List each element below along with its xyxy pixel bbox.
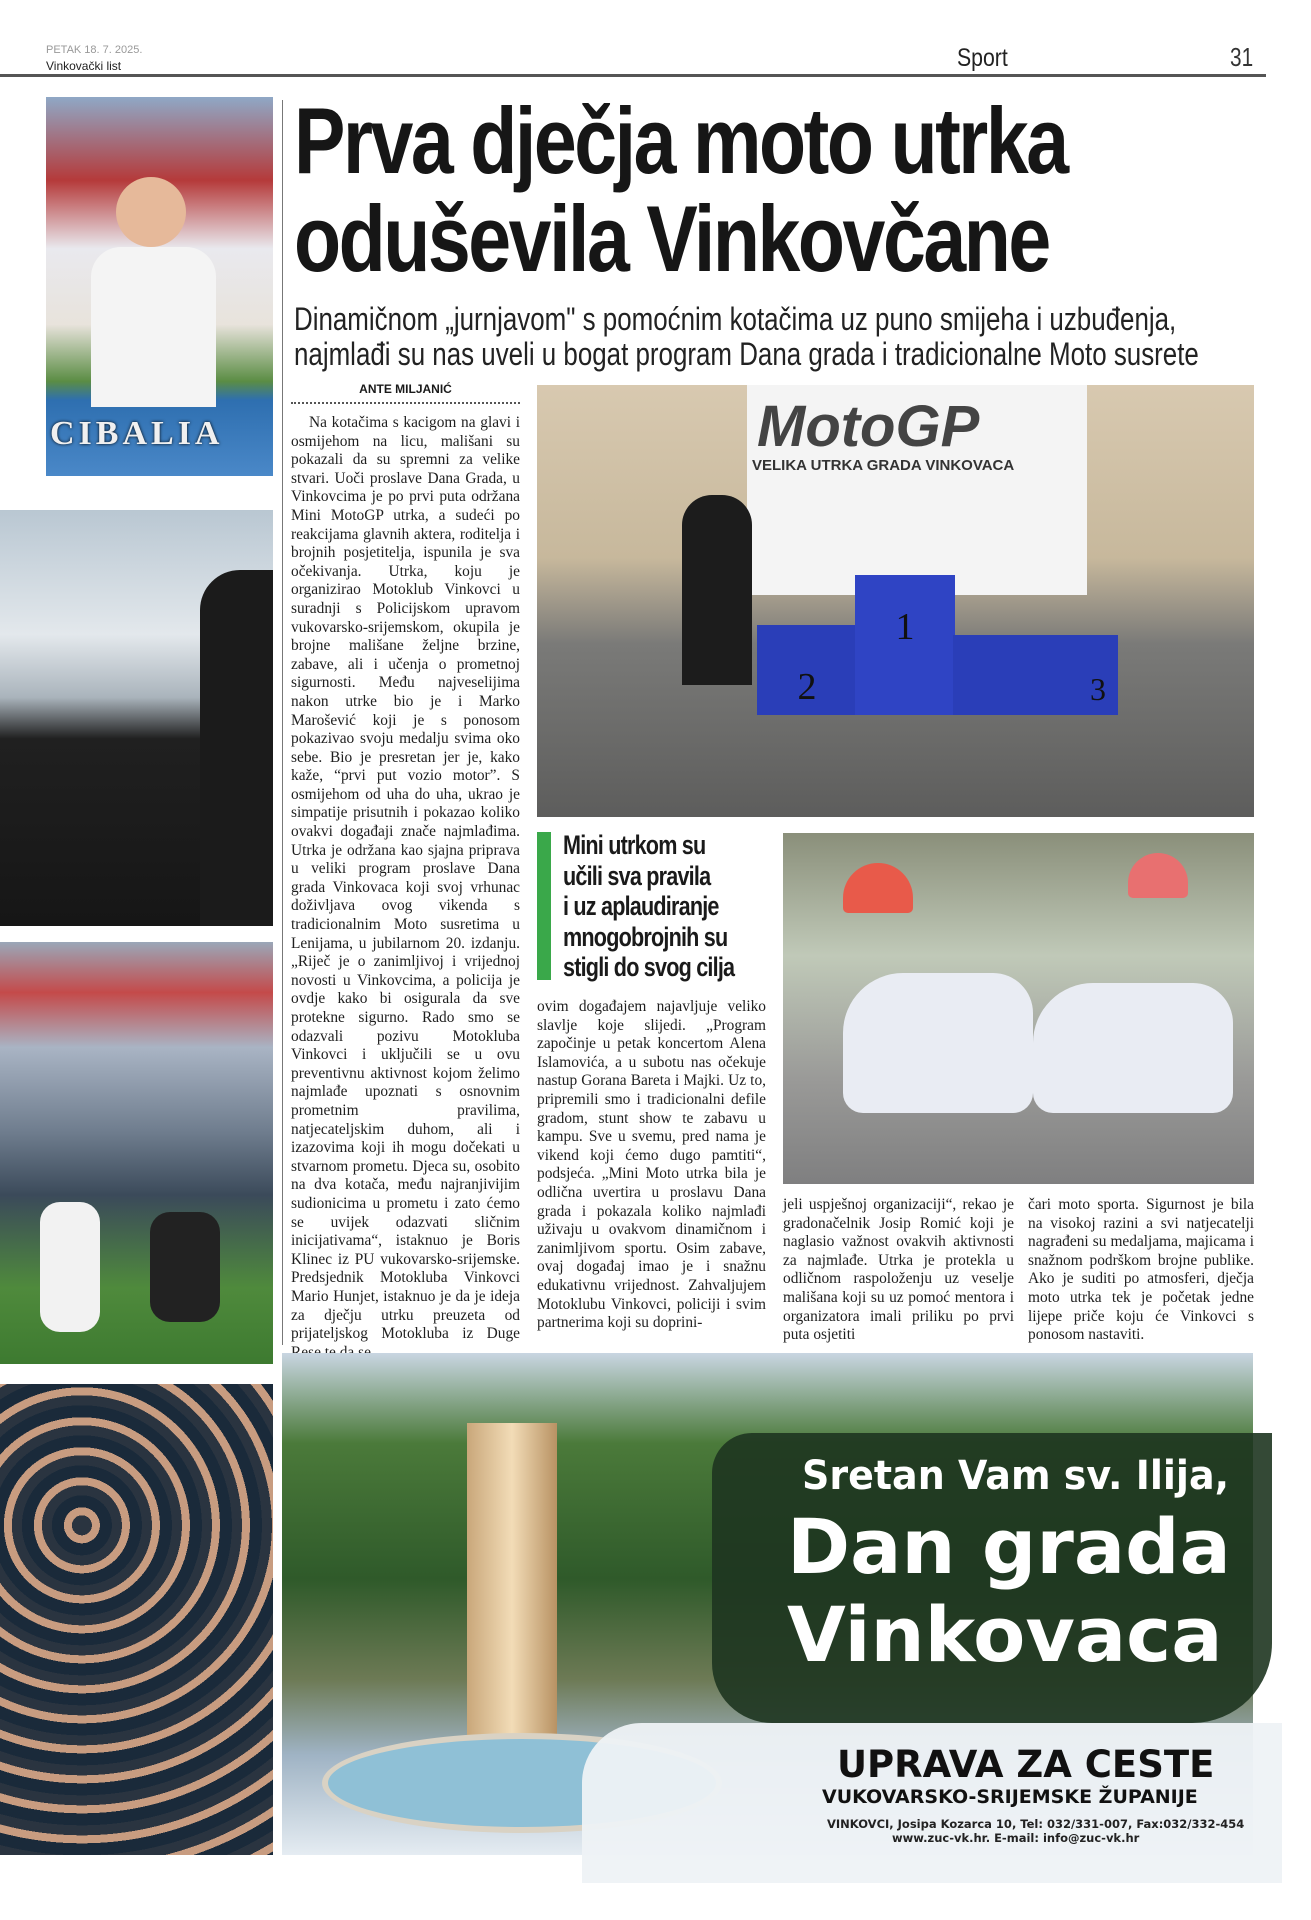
- article-column-3: jeli uspješnoj organizaciji“, rekao je gradonačelnik Josip Romić koji je naglasio važnost ovakvih aktivnosti za najmlađe. Utrka je protekla u odličnom raspoloženju uz veselje mališana koji su uz pomoć mentora i organizatora imali priliku po prvi puta osjetiti: [783, 1196, 1014, 1344]
- article-column-2: ovim događajem najavljuje veliko slavlje koje slijedi. „Program započinje u petak koncertom Alena Islamovića, a u subotu nas očekuje nastup Gorana Bareta i Majki. Uz to, pripremili smo i tradicionalni defile gradom, stunt show te zabavu u kampu. Sve u svemu, pred nama je vikend koji ćemo dugo pamtiti“, podsjeća. „Mini Moto utrka bila je odlična uvertira u proslavu Dana grada i pokazala koliko najmlađi uživaju u ovakvom dinamičnom i zanimljivom sportu. Osim zabave, ovaj događaj imao je i snažnu edukativnu vrijednost. Zahvaljujem Motoklubu Vinkovci, policiji i svim partnerima koji su doprini-: [537, 998, 766, 1332]
- podium-first: 1: [855, 575, 955, 715]
- issue-date: PETAK 18. 7. 2025.: [46, 44, 143, 56]
- photo-podium: [537, 385, 1254, 817]
- article-column-1: Na kotačima s kacigom na glavi i osmijehom na licu, mališani su pokazali da su spremni za velike stvari. Uoči proslave Dana Grada, u Vinkovcima je po prvi puta održana Mini MotoGP utrka, a sudeći po reakcijama glavnih aktera, roditelja i brojnih posjetitelja, ispunila je sva očekivanja. Utrka, koju je organizirao Motoklub Vinkovci u suradnji s Policijskom upravom vukovarsko-srijemskom, okupila je brojne mališane željne brzine, zabave, ali i učenja o prometnoj sigurnosti. Među najveselijima nakon utrke bio je i Marko Marošević koji je s ponosom pokazivao svoju medalju svima oko sebe. Bio je presretan jer je, kako kaže, “prvi put vozio motor”. S osmijehom od uha do uha, ukrao je simpatije prisutnih i pokazao koliko ovakvi događaji znače najmlađima. Utrka je održana kao sjajna priprava u veliki program proslave Dana grada Vinkovaca koji svoj vrhunac doživljava ovog vikenda s tradicionalnim Moto susretima u Lenijama, u jubilarnom 20. izdanju. „Riječ je o zanimljivoj i vrijednoj novosti u Vinkovcima, a policija je ovdje kako bi osigurala da sve protekne sigurno. Rado smo se odazvali pozivu Motokluba Vinkovci i uključili se u ovu preventivnu aktivnost kojom želimo najmlađe upoznati s osnovnim prometnim pravilima, natjecateljskim duhom, ali i izazovima koji ih mogu dočekati u stvarnom prometu. Djeca su, osobito na dva kotača, među najranjivijim sudionicima u prometu i zato ćemo se uvijek odazvati sličnim inicijativama“, istaknuo je Boris Klinec iz PU vukovarsko-srijemske. Predsjednik Motokluba Vinkovci Mario Hunjet, istaknuo je da je ideja za dječju utrku preuzeta od prijateljskog Motokluba iz Duge: [291, 414, 520, 1343]
- pull-quote-bar: [537, 832, 551, 980]
- ad-title-line-2: Vinkovaca: [787, 1590, 1223, 1679]
- photo-crowd-cheering: [0, 1384, 273, 1855]
- byline-divider: [291, 402, 520, 404]
- subheadline-line-2: najmlađi su nas uveli u bogat program Dana grada i tradicionalne Moto susrete: [294, 336, 1199, 372]
- newspaper-name: Vinkovački list: [46, 59, 122, 73]
- photo-fan-stadium: [46, 97, 273, 476]
- ad-company-sub: VUKOVARSKO-SRIJEMSKE ŽUPANIJE: [822, 1786, 1198, 1808]
- headline-line-2: oduševila Vinkovčane: [294, 186, 1049, 291]
- podium-second: 2: [757, 625, 857, 715]
- pull-quote: [537, 832, 772, 983]
- headline: [294, 88, 1098, 291]
- ad-contact-address: VINKOVCI, Josipa Kozarca 10, Tel: 032/331-007, Fax:032/332-454: [827, 1817, 1245, 1831]
- scarf-text: CIBALIA: [50, 415, 224, 452]
- section-name: Sport: [957, 44, 1008, 72]
- article-column-4: čari moto sporta. Sigurnost je bila na visokoj razini a svi natjecatelji nagrađeni su medaljama, majicama i snažnom podrškom brojne publike. Ako je suditi po atmosferi, dječja moto utrka tek je početak jedne lijepe priče koju će Vinkovci s ponosom nastaviti.: [1028, 1196, 1254, 1344]
- column-rule: [282, 100, 283, 1345]
- headline-line-1: Prva dječja moto utrka: [294, 88, 1067, 193]
- ad-contact-web: www.zuc-vk.hr. E-mail: info@zuc-vk.hr: [892, 1831, 1140, 1845]
- ad-company: UPRAVA ZA CESTE: [837, 1743, 1215, 1786]
- pull-quote-line: mnogobrojnih su: [563, 921, 728, 952]
- advertisement: [282, 1353, 1253, 1855]
- byline: ANTE MILJANIĆ: [359, 382, 452, 396]
- pull-quote-line: učili sva pravila: [563, 860, 711, 891]
- ad-greeting: Sretan Vam sv. Ilija,: [802, 1453, 1230, 1499]
- header-rule: [0, 74, 1266, 77]
- page-number: 31: [1230, 42, 1254, 72]
- banner-subtitle: VELIKA UTRKA GRADA VINKOVACA: [752, 457, 1015, 474]
- banner-logo: MotoGP: [757, 394, 980, 459]
- photo-kids-motorbikes: [783, 833, 1254, 1184]
- ad-monument-image: [467, 1423, 557, 1773]
- pull-quote-line: stigli do svog cilja: [563, 952, 735, 982]
- photo-fans-flares: [0, 510, 273, 926]
- subheadline-line-1: Dinamičnom „jurnjavom" s pomoćnim kotačima uz puno smijeha i uzbuđenja,: [294, 301, 1177, 337]
- subheadline: [294, 302, 1250, 372]
- ad-title-line-1: Dan grada: [787, 1502, 1231, 1591]
- pull-quote-line: Mini utrkom su: [563, 830, 706, 860]
- pull-quote-line: i uz aplaudiranje: [563, 891, 719, 921]
- photo-players-pitch: [0, 942, 273, 1364]
- podium-third: 3: [953, 635, 1118, 715]
